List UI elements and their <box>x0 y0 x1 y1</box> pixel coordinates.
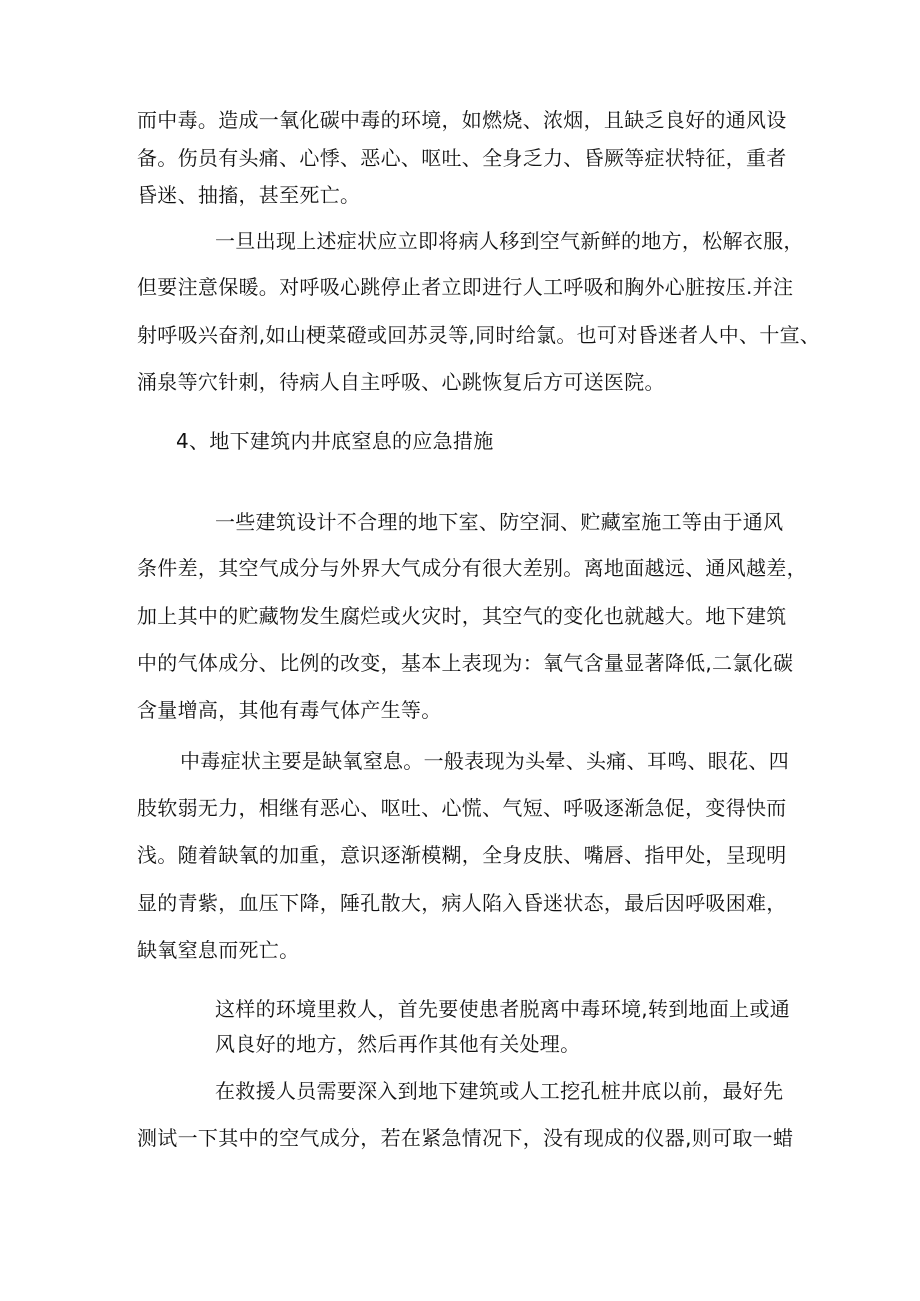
paragraph-2-line-1: 一旦出现上述症状应立即将病人移到空气新鲜的地方，松解衣服， <box>215 229 804 253</box>
paragraph-1-line-3: 昏迷、抽搐，甚至死亡。 <box>137 183 361 207</box>
paragraph-3-line-5: 含量增高，其他有毒气体产生等。 <box>137 698 442 722</box>
paragraph-1-line-1: 而中毒。造成一氧化碳中毒的环境，如燃烧、浓烟，且缺乏良好的通风设 <box>137 108 787 132</box>
paragraph-2-line-2: 但要注意保暖。对呼吸心跳停止者立即进行人工呼吸和胸外心脏按压.并注 <box>137 275 794 299</box>
paragraph-4-line-3: 浅。随着缺氧的加重，意识逐渐模糊，全身皮肤、嘴唇、指甲处，呈现明 <box>137 843 787 867</box>
paragraph-4-line-5: 缺氧窒息而死亡。 <box>137 938 300 962</box>
paragraph-3-line-3: 加上其中的贮藏物发生腐烂或火灾时，其空气的变化也就越大。地下建筑 <box>137 604 787 628</box>
paragraph-6-line-2: 测试一下其中的空气成分，若在紧急情况下，没有现成的仪器,则可取一蜡 <box>137 1126 794 1150</box>
paragraph-4-line-4: 显的青紫，血压下降，陲孔散大，病人陷入昏迷状态，最后因呼吸困难， <box>137 891 787 915</box>
paragraph-2-line-4: 涌泉等穴针刺，待病人自主呼吸、心跳恢复后方可送医院。 <box>137 370 665 394</box>
paragraph-5-line-1: 这样的环境里救人，首先要使患者脱离中毒环境,转到地面上或通 <box>215 997 791 1021</box>
paragraph-4-line-1: 中毒症状主要是缺氧窒息。一般表现为头晕、头痛、耳鸣、眼花、四 <box>180 749 789 773</box>
paragraph-6-line-1: 在救援人员需要深入到地下建筑或人工挖孔桩井底以前，最好先 <box>215 1079 784 1103</box>
paragraph-3-line-1: 一些建筑设计不合理的地下室、防空洞、贮藏室施工等由于通风 <box>215 510 784 534</box>
paragraph-3-line-2: 条件差，其空气成分与外界大气成分有很大差别。离地面越远、通风越差， <box>137 556 807 580</box>
paragraph-1-line-2: 备。伤员有头痛、心悸、恶心、呕吐、全身乏力、昏厥等症状特征，重者 <box>137 146 787 170</box>
section-heading: 4、地下建筑内井底窒息的应急措施 <box>176 429 494 453</box>
paragraph-2-line-3: 射呼吸兴奋剂,如山梗菜磴或回苏灵等,同时给氯。也可对昏迷者人中、十宣、 <box>137 323 821 347</box>
paragraph-4-line-2: 肢软弱无力，相继有恶心、呕吐、心慌、气短、呼吸逐渐急促，变得快而 <box>137 796 787 820</box>
paragraph-3-line-4: 中的气体成分、比例的改变，基本上表现为：氧气含量显著降低,二氯化碳 <box>137 651 794 675</box>
paragraph-5-line-2: 风良好的地方，然后再作其他有关处理。 <box>215 1032 581 1056</box>
